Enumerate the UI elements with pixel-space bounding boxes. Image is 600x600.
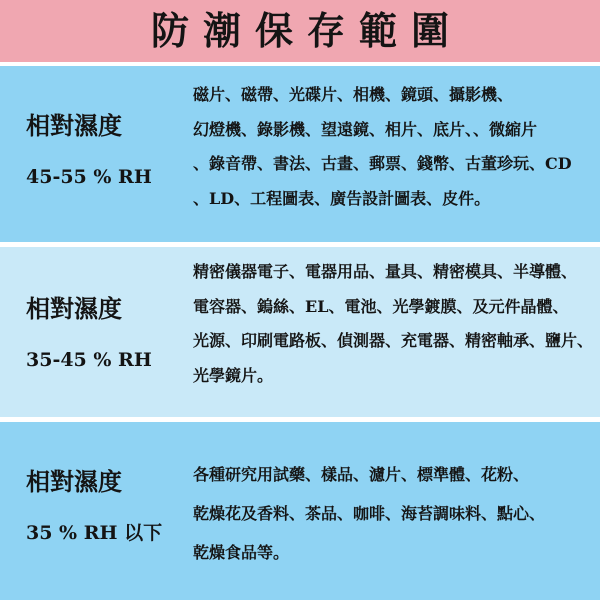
page-title: 防潮保存範圍 [150,8,463,53]
item-list [193,78,593,216]
humidity-range: 45-55 % RH [26,166,152,188]
item-line: 、LD、工程圖表、廣告設計圖表、皮件。 [193,188,491,208]
humidity-label: 相對濕度 [26,294,122,323]
humidity-label-block [26,111,186,188]
item-line: 幻燈機、錄影機、望遠鏡、相片、底片、、微縮片 [193,119,538,139]
humidity-label: 相對濕度 [26,467,122,496]
item-line: 光學鏡片。 [193,365,274,385]
item-list [193,255,593,393]
item-list [193,455,593,572]
item-line: 乾燥食品等。 [193,543,290,562]
item-line: 、錄音帶、書法、古畫、郵票、錢幣、古董珍玩、CD [193,154,572,173]
item-line: 各種研究用試藥、樣品、濾片、標準體、花粉、 [193,465,530,484]
item-line: 乾燥花及香料、茶品、咖啡、海苔調味料、點心、 [193,504,546,523]
item-line: 電容器、鎢絲、EL、電池、光學鍍膜、及元件晶體、 [193,296,569,316]
humidity-row-35-45 [0,247,600,417]
item-line: 磁片、磁帶、光碟片、相機、鏡頭、攝影機、 [193,85,514,104]
humidity-row-45-55 [0,66,600,242]
humidity-range: 35 % RH 以下 [26,522,163,544]
item-line: 精密儀器電子、電器用品、量具、精密模具、半導體、 [193,262,578,281]
humidity-row-below-35 [0,422,600,600]
humidity-label: 相對濕度 [26,111,122,140]
humidity-label-block [26,294,186,371]
humidity-label-block [26,467,186,544]
title-banner [0,0,600,62]
item-line: 光源、印刷電路板、偵測器、充電器、精密軸承、鹽片、 [193,331,594,350]
humidity-range: 35-45 % RH [26,349,152,371]
